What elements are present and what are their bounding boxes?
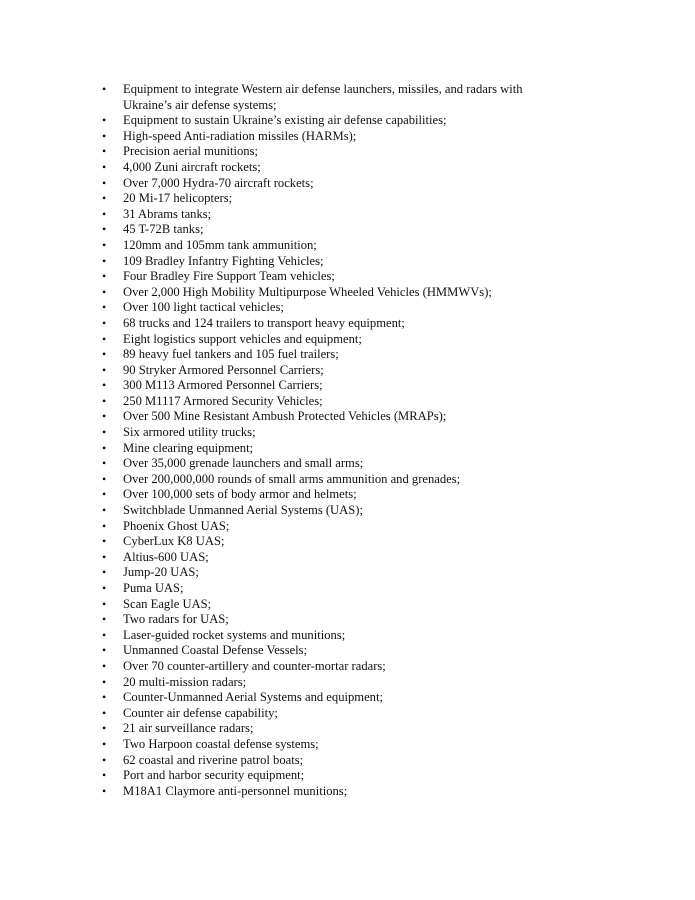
- list-item-text: Altius-600 UAS;: [123, 549, 209, 564]
- bullet-icon: •: [102, 768, 107, 783]
- list-item-text: 21 air surveillance radars;: [123, 721, 254, 736]
- list-item-text: 109 Bradley Infantry Fighting Vehicles;: [123, 253, 324, 268]
- list-item: [102, 628, 572, 644]
- list-item: [102, 129, 572, 145]
- list-item: [102, 82, 572, 113]
- list-item-text: Over 2,000 High Mobility Multipurpose Wheeled Vehicles (HMMWVs);: [123, 284, 492, 299]
- bullet-icon: •: [102, 128, 107, 143]
- list-item-text: Equipment to sustain Ukraine’s existing air defense capabilities;: [123, 113, 447, 128]
- list-item: [102, 394, 572, 410]
- list-item-text: Two radars for UAS;: [123, 612, 229, 627]
- list-item-text: 89 heavy fuel tankers and 105 fuel trailers;: [123, 347, 339, 362]
- bullet-icon: •: [102, 581, 107, 595]
- list-item: [102, 487, 572, 503]
- list-item-text: CyberLux K8 UAS;: [123, 534, 225, 549]
- bullet-icon: •: [102, 627, 107, 642]
- equipment-bullet-list: [102, 82, 572, 799]
- list-item-text: 300 M113 Armored Personnel Carriers;: [123, 378, 323, 393]
- bullet-icon: •: [102, 456, 107, 471]
- bullet-icon: •: [102, 362, 107, 377]
- list-item: [102, 519, 572, 535]
- bullet-icon: •: [102, 705, 107, 720]
- list-item: [102, 643, 572, 659]
- list-item: [102, 191, 572, 207]
- list-item: [102, 144, 572, 160]
- list-item: [102, 706, 572, 722]
- list-item: [102, 176, 572, 192]
- list-item: [102, 300, 572, 316]
- list-item: [102, 768, 572, 784]
- list-item: [102, 207, 572, 223]
- bullet-icon: •: [102, 347, 107, 362]
- list-item: [102, 581, 572, 597]
- bullet-icon: •: [102, 237, 107, 252]
- list-item-text: Equipment to integrate Western air defense launchers, missiles, and radars with Ukraine’s air defense systems;: [123, 82, 523, 112]
- list-item: [102, 363, 572, 379]
- bullet-icon: •: [102, 549, 107, 564]
- list-item-text: Puma UAS;: [123, 581, 184, 595]
- list-item-text: Jump-20 UAS;: [123, 565, 199, 580]
- bullet-icon: •: [102, 222, 107, 237]
- bullet-icon: •: [102, 440, 107, 455]
- bullet-icon: •: [102, 736, 107, 751]
- list-item-text: Mine clearing equipment;: [123, 440, 254, 455]
- list-item-text: Phoenix Ghost UAS;: [123, 518, 230, 533]
- list-item-text: 68 trucks and 124 trailers to transport heavy equipment;: [123, 315, 405, 330]
- list-item: [102, 721, 572, 737]
- list-item: [102, 254, 572, 270]
- list-item-text: Laser-guided rocket systems and munitions;: [123, 627, 346, 642]
- bullet-icon: •: [102, 674, 107, 689]
- bullet-icon: •: [102, 315, 107, 330]
- list-item: [102, 784, 572, 800]
- list-item-text: High-speed Anti-radiation missiles (HARMs);: [123, 128, 357, 143]
- bullet-icon: •: [102, 378, 107, 393]
- bullet-icon: •: [102, 471, 107, 486]
- list-item: [102, 565, 572, 581]
- list-item: [102, 659, 572, 675]
- list-item-text: Six armored utility trucks;: [123, 425, 256, 440]
- list-item: [102, 316, 572, 332]
- bullet-icon: •: [102, 783, 107, 798]
- bullet-icon: •: [102, 206, 107, 221]
- bullet-icon: •: [102, 518, 107, 533]
- list-item-text: Over 100 light tactical vehicles;: [123, 300, 284, 315]
- bullet-icon: •: [102, 612, 107, 627]
- list-item-text: Over 100,000 sets of body armor and helmets;: [123, 487, 357, 502]
- list-item-text: 120mm and 105mm tank ammunition;: [123, 237, 317, 252]
- bullet-icon: •: [102, 331, 107, 346]
- bullet-icon: •: [102, 596, 107, 611]
- list-item-text: 20 Mi-17 helicopters;: [123, 191, 233, 206]
- list-item: [102, 160, 572, 176]
- bullet-icon: •: [102, 113, 107, 128]
- list-item-text: Over 200,000,000 rounds of small arms ammunition and grenades;: [123, 471, 461, 486]
- list-item-text: 250 M1117 Armored Security Vehicles;: [123, 393, 323, 408]
- list-item-text: 4,000 Zuni aircraft rockets;: [123, 159, 261, 174]
- list-item-text: M18A1 Claymore anti-personnel munitions;: [123, 783, 348, 798]
- list-item: [102, 378, 572, 394]
- bullet-icon: •: [102, 658, 107, 673]
- list-item-text: Counter air defense capability;: [123, 705, 278, 720]
- list-item: [102, 456, 572, 472]
- bullet-icon: •: [102, 503, 107, 518]
- list-item: [102, 238, 572, 254]
- list-item: [102, 675, 572, 691]
- list-item: [102, 550, 572, 566]
- list-item: [102, 347, 572, 363]
- list-item-text: Scan Eagle UAS;: [123, 596, 212, 611]
- list-item-text: Switchblade Unmanned Aerial Systems (UAS);: [123, 503, 363, 518]
- bullet-icon: •: [102, 690, 107, 705]
- list-item: [102, 113, 572, 129]
- list-item-text: Precision aerial munitions;: [123, 144, 259, 159]
- list-item-text: 45 T-72B tanks;: [123, 222, 204, 237]
- list-item: [102, 332, 572, 348]
- list-item: [102, 222, 572, 238]
- list-item-text: Port and harbor security equipment;: [123, 768, 305, 783]
- list-item-text: Over 500 Mine Resistant Ambush Protected Vehicles (MRAPs);: [123, 409, 447, 424]
- bullet-icon: •: [102, 721, 107, 736]
- list-item-text: Unmanned Coastal Defense Vessels;: [123, 643, 308, 658]
- bullet-icon: •: [102, 534, 107, 549]
- list-item: [102, 690, 572, 706]
- bullet-icon: •: [102, 300, 107, 315]
- list-item-text: 90 Stryker Armored Personnel Carriers;: [123, 362, 324, 377]
- bullet-icon: •: [102, 284, 107, 299]
- list-item: [102, 269, 572, 285]
- bullet-icon: •: [102, 752, 107, 767]
- list-item: [102, 534, 572, 550]
- bullet-icon: •: [102, 409, 107, 424]
- bullet-icon: •: [102, 175, 107, 190]
- bullet-icon: •: [102, 269, 107, 284]
- list-item: [102, 425, 572, 441]
- list-item: [102, 503, 572, 519]
- list-item: [102, 441, 572, 457]
- bullet-icon: •: [102, 191, 107, 206]
- list-item: [102, 472, 572, 488]
- list-item: [102, 737, 572, 753]
- list-item-text: Over 70 counter-artillery and counter-mortar radars;: [123, 658, 386, 673]
- list-item-text: Two Harpoon coastal defense systems;: [123, 736, 319, 751]
- bullet-icon: •: [102, 144, 107, 159]
- list-item-text: Counter-Unmanned Aerial Systems and equipment;: [123, 690, 383, 705]
- list-item-text: 20 multi-mission radars;: [123, 674, 247, 689]
- list-item-text: Four Bradley Fire Support Team vehicles;: [123, 269, 335, 284]
- bullet-icon: •: [102, 643, 107, 658]
- bullet-icon: •: [102, 82, 107, 96]
- bullet-icon: •: [102, 393, 107, 408]
- list-item: [102, 285, 572, 301]
- bullet-icon: •: [102, 425, 107, 440]
- list-item-text: Eight logistics support vehicles and equipment;: [123, 331, 362, 346]
- list-item-text: 62 coastal and riverine patrol boats;: [123, 752, 304, 767]
- list-item: [102, 612, 572, 628]
- bullet-icon: •: [102, 159, 107, 174]
- bullet-icon: •: [102, 487, 107, 502]
- list-item-text: Over 35,000 grenade launchers and small arms;: [123, 456, 364, 471]
- bullet-icon: •: [102, 253, 107, 268]
- list-item-text: 31 Abrams tanks;: [123, 206, 212, 221]
- list-item: [102, 753, 572, 769]
- list-item-text: Over 7,000 Hydra-70 aircraft rockets;: [123, 175, 314, 190]
- list-item: [102, 409, 572, 425]
- list-item: [102, 597, 572, 613]
- bullet-icon: •: [102, 565, 107, 580]
